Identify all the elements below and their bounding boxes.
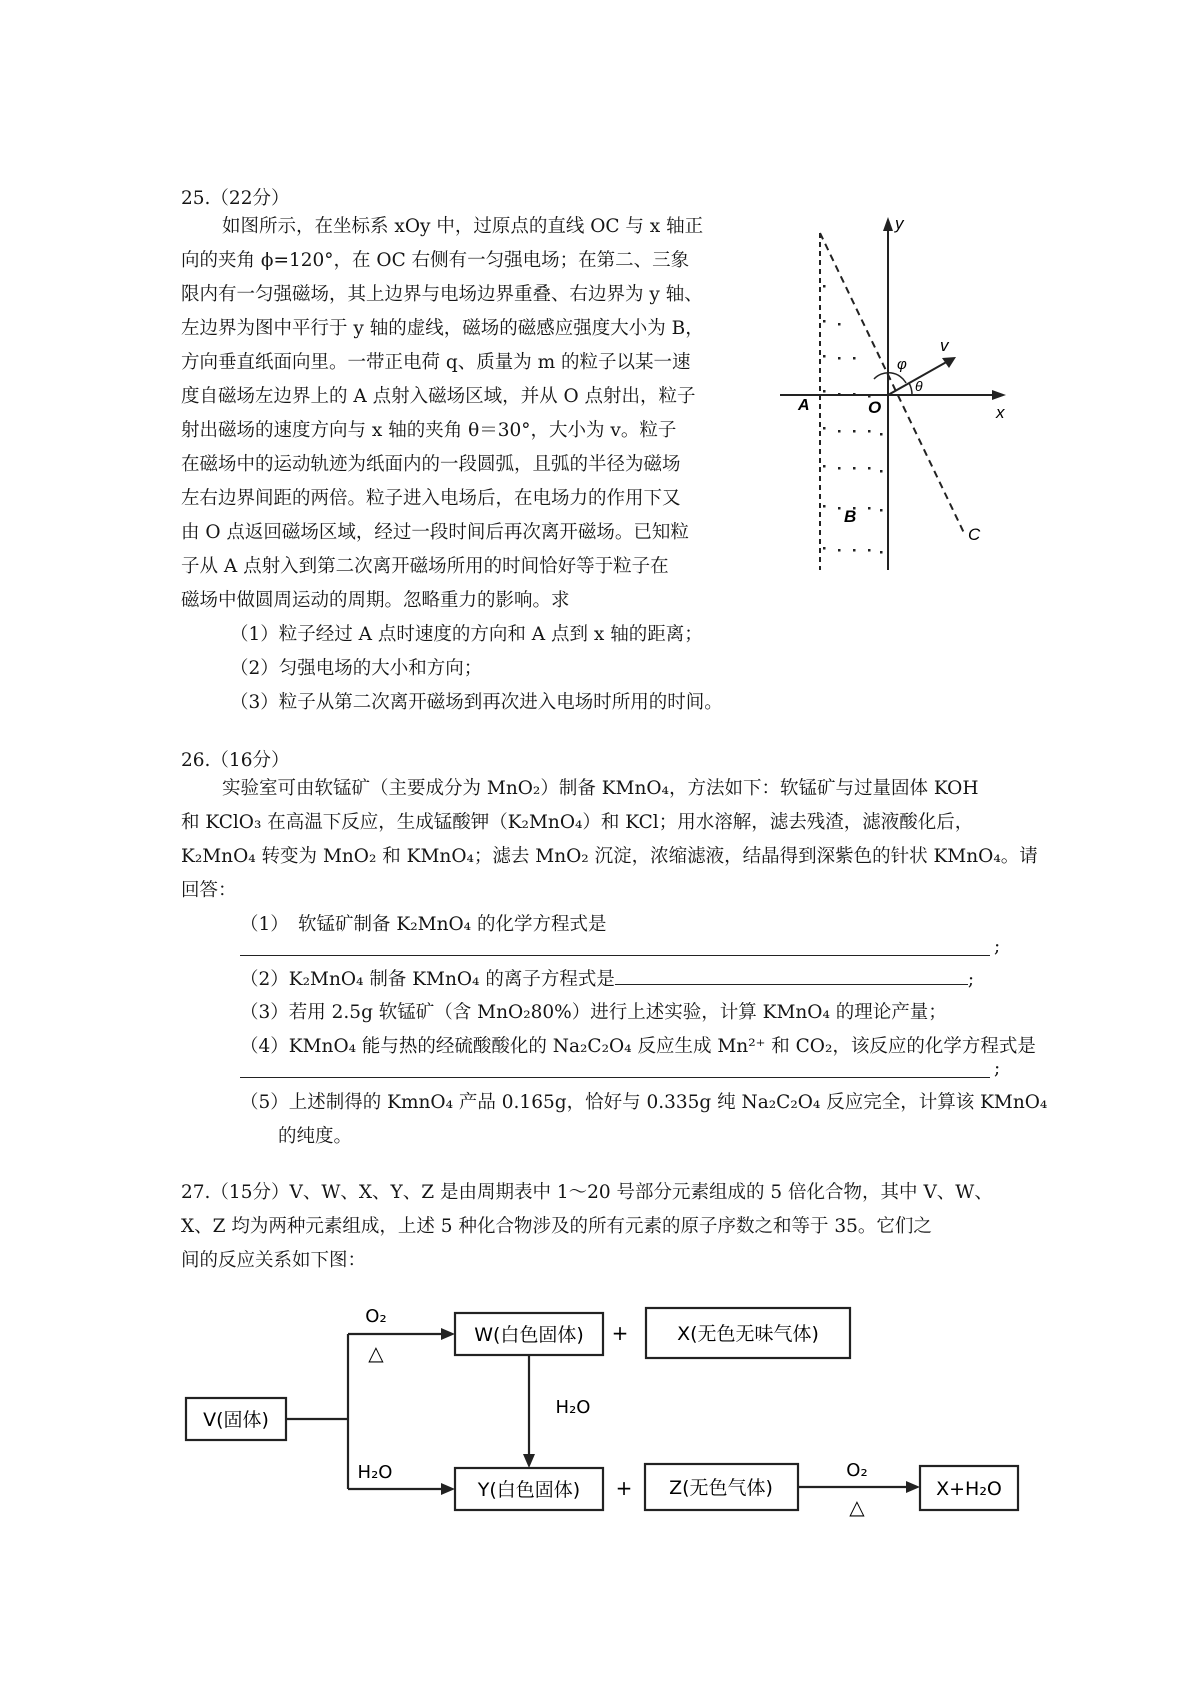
- theta-angle-arc: [909, 383, 912, 395]
- q27-line-1: 27.（15分）V、W、X、Y、Z 是由周期表中 1～20 号部分元素组成的 5 倍化合物，其中 V、W、: [181, 1182, 993, 1203]
- q26-sub-5b: 的纯度。: [278, 1126, 353, 1147]
- xh2o-label: X+H₂O: [936, 1478, 1002, 1500]
- q26-sub-4-answer-blank[interactable]: [240, 1076, 990, 1078]
- q25-line-3: 限内有一匀强磁场，其上边界与电场边界重叠、右边界为 y 轴、: [181, 284, 703, 305]
- arrowhead-y: [441, 1483, 455, 1495]
- q26-header: 26.（16分）: [181, 750, 290, 771]
- q26-sub-2: （2）K₂MnO₄ 制备 KMnO₄ 的离子方程式是: [240, 969, 615, 990]
- q26-intro-1: 实验室可由软锰矿（主要成分为 MnO₂）制备 KMnO₄，方法如下：软锰矿与过量固体 KOH: [222, 778, 979, 799]
- q25-line-9: 左右边界间距的两倍。粒子进入电场后，在电场力的作用下又: [181, 488, 681, 509]
- q25-line-8: 在磁场中的运动轨迹为纸面内的一段圆弧，且弧的半径为磁场: [181, 454, 681, 475]
- phi-label: φ: [897, 356, 907, 373]
- theta-label: θ: [915, 378, 923, 394]
- y-axis-label: y: [895, 215, 904, 233]
- arrowhead-xh2o: [906, 1481, 920, 1493]
- q25-line-12: 磁场中做圆周运动的周期。忽略重力的影响。求: [181, 590, 570, 611]
- o2-top-label: O₂: [365, 1306, 387, 1327]
- q25-line-5: 方向垂直纸面向里。一带正电荷 q、质量为 m 的粒子以某一速: [181, 352, 691, 373]
- o2-right-label: O₂: [846, 1460, 868, 1481]
- origin-label: O: [868, 398, 882, 417]
- q27-line-3: 间的反应关系如下图：: [181, 1250, 367, 1271]
- q26-sub-2-line: [240, 966, 974, 993]
- line-oc-dashed: [820, 233, 965, 535]
- delta-top-label: △: [368, 1341, 384, 1365]
- q26-intro-4: 回答：: [181, 880, 237, 901]
- q27-line-2: X、Z 均为两种元素组成，上述 5 种化合物涉及的所有元素的原子序数之和等于 35。它们之: [181, 1216, 932, 1237]
- field-b-label: B: [844, 507, 857, 526]
- v-label: V(固体): [203, 1409, 269, 1431]
- plus-top: +: [611, 1321, 629, 1345]
- q25-line-2: 向的夹角 ϕ=120°，在 OC 右侧有一匀强电场；在第二、三象: [181, 250, 690, 271]
- q26-intro-2: 和 KClO₃ 在高温下反应，生成锰酸钾（K₂MnO₄）和 KCl；用水溶解，滤去残渣，滤液酸化后，: [181, 812, 974, 833]
- q26-sub-1: （1） 软锰矿制备 K₂MnO₄ 的化学方程式是: [240, 914, 607, 935]
- q26-sub-4-semicolon: ;: [994, 1058, 1001, 1079]
- arrowhead-w: [441, 1328, 455, 1340]
- q26-sub-1-semicolon: ;: [994, 936, 1001, 957]
- q25-sub-2: （2）匀强电场的大小和方向；: [230, 658, 483, 679]
- q25-line-1: 如图所示，在坐标系 xOy 中，过原点的直线 OC 与 x 轴正: [222, 216, 704, 237]
- q26-sub-2-answer-blank[interactable]: [615, 966, 968, 985]
- q26-intro-3: K₂MnO₄ 转变为 MnO₂ 和 KMnO₄；滤去 MnO₂ 沉淀，浓缩滤液，结晶得到深紫色的针状 KMnO₄。请: [181, 846, 1038, 867]
- h2o-middle-label: H₂O: [555, 1397, 591, 1418]
- q26-sub-5a: （5）上述制得的 KmnO₄ 产品 0.165g，恰好与 0.335g 纯 Na₂C₂O₄ 反应完全，计算该 KMnO₄: [240, 1092, 1048, 1113]
- q26-sub-4: （4）KMnO₄ 能与热的经硫酸酸化的 Na₂C₂O₄ 反应生成 Mn²⁺ 和 CO₂，该反应的化学方程式是: [240, 1036, 1036, 1057]
- q25-line-6: 度自磁场左边界上的 A 点射入磁场区域，并从 O 点射出，粒子: [181, 386, 696, 407]
- y-axis-arrow: [883, 217, 893, 231]
- q26-sub-1-answer-blank[interactable]: [240, 954, 990, 956]
- point-a-label: A: [798, 397, 810, 414]
- q25-line-10: 由 O 点返回磁场区域，经过一段时间后再次离开磁场。已知粒: [181, 522, 689, 543]
- x-axis-label: x: [996, 403, 1005, 422]
- q25-sub-1: （1）粒子经过 A 点时速度的方向和 A 点到 x 轴的距离；: [230, 624, 703, 645]
- x-label: X(无色无味气体): [677, 1323, 819, 1345]
- q25-line-4: 左边界为图中平行于 y 轴的虚线，磁场的磁感应强度大小为 B，: [181, 318, 704, 339]
- plus-bottom: +: [615, 1476, 633, 1500]
- q25-sub-3: （3）粒子从第二次离开磁场到再次进入电场时所用的时间。: [230, 692, 723, 713]
- y-label: Y(白色固体): [477, 1479, 581, 1501]
- point-c-label: C: [968, 525, 981, 544]
- q27-reaction-diagram: [180, 1290, 1060, 1535]
- q26-sub-2-semicolon: ;: [967, 969, 975, 990]
- w-label: W(白色固体): [474, 1324, 584, 1346]
- q25-header: 25.（22分）: [181, 188, 290, 209]
- q25-figure: [760, 215, 1020, 580]
- h2o-bottom-label: H₂O: [357, 1462, 393, 1483]
- z-label: Z(无色气体): [669, 1477, 773, 1499]
- delta-right-label: △: [849, 1495, 865, 1519]
- arrowhead-w-y: [523, 1454, 535, 1468]
- velocity-label: v: [940, 336, 949, 355]
- q26-sub-3: （3）若用 2.5g 软锰矿（含 MnO₂80%）进行上述实验，计算 KMnO₄ 的理论产量；: [240, 1002, 947, 1023]
- q25-line-11: 子从 A 点射入到第二次离开磁场所用的时间恰好等于粒子在: [181, 556, 669, 577]
- x-axis-arrow: [992, 390, 1006, 400]
- q25-line-7: 射出磁场的速度方向与 x 轴的夹角 θ＝30°，大小为 v。粒子: [181, 420, 677, 441]
